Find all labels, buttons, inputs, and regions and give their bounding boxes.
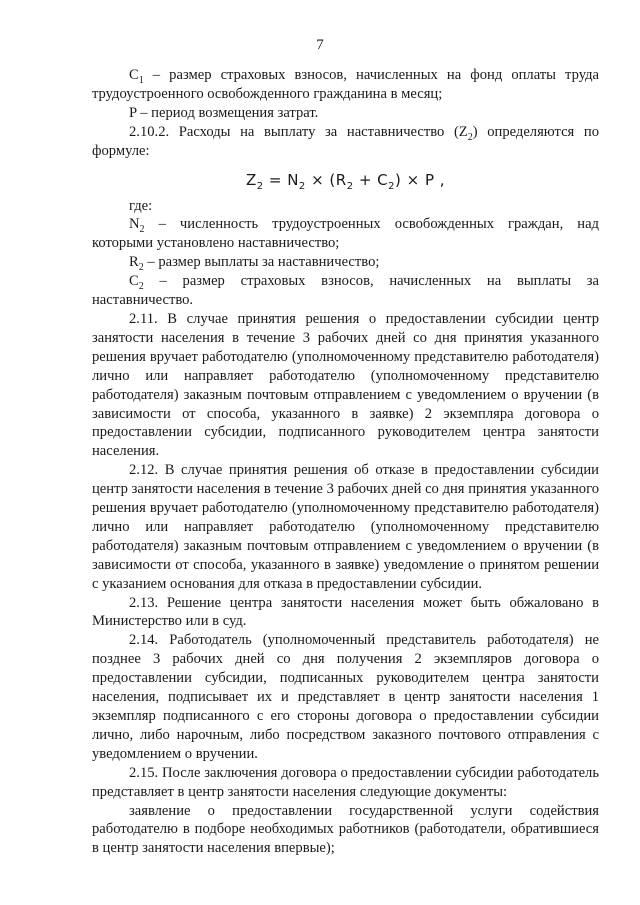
- paragraph-c1-definition: $C_1$ – размер страховых взносов, начисленных на фонд оплаты труда трудоустроенного освобожденного гражданина в месяц;: [92, 67, 599, 102]
- paragraph-where: где:: [129, 197, 153, 214]
- paragraph-r2-definition: $R_2$ – размер выплаты за наставничество;: [129, 254, 380, 274]
- paragraph-2-13: 2.13. Решение центра занятости населения может быть обжаловано в Министерство или в суд.: [92, 594, 599, 630]
- page-number: 7: [316, 37, 324, 53]
- paragraph-2-15: 2.15. После заключения договора о предоставлении субсидии работодатель представляет в центр занятости населения следующие документы:: [92, 764, 599, 800]
- paragraph-2-10-2: 2.10.2. Расходы на выплату за наставничество $(Z_2)$ определяются по формуле:: [92, 123, 599, 159]
- paragraph-p-definition: P – период возмещения затрат.: [129, 104, 319, 121]
- formula-z2: $Z_2 = N_2 \times (R_2 + C_2) \times P$ ,: [245, 170, 446, 192]
- paragraph-n2-definition: $N_2$ – численность трудоустроенных освобожденных граждан, над которыми установлено наставничество;: [92, 216, 599, 252]
- paragraph-2-14: 2.14. Работодатель (уполномоченный представитель работодателя) не позднее 3 рабочих дней со дня получения 2 экземпляров договора о предоставлении субсидии, подписанных руководителем центра занятости населения, подписывает их и представляет в центр занятости населения 1 экземпляр подписанного с его стороны договора о предоставлении субсидии лично, либо нарочным, либо посредством заказного почтового отправления с уведомлением о вручении.: [92, 632, 599, 762]
- paragraph-c2-definition: $C_2$ – размер страховых взносов, начисленных на выплаты за наставничество.: [92, 273, 599, 309]
- paragraph-2-12: 2.12. В случае принятия решения об отказе в предоставлении субсидии центр занятости населения в течение 3 рабочих дней со дня принятия указанного решения вручает работодателю (уполномоченному представителю работодателя) лично или направляет работодателю (уполномоченному представителю работодателя) заказным почтовым отправлением с уведомлением о вручении (в зависимости от способа, указанного в заявке) уведомление о принятом решении с указанием основания для отказа в предоставлении субсидии.: [92, 462, 599, 592]
- paragraph-application: заявление о предоставлении государственной услуги содействия работодателю в подборе необходимых работников (работодатели, обратившиеся в центр занятости населения впервые);: [92, 802, 599, 857]
- document-body: [92, 66, 599, 858]
- paragraph-2-11: 2.11. В случае принятия решения о предоставлении субсидии центр занятости населения в течение 3 рабочих дней со дня принятия указанного решения вручает работодателю (уполномоченному представителю работодателя) лично или направляет работодателю (уполномоченному представителю работодателя) заказным почтовым отправлением с уведомлением о вручении (в зависимости от способа, указанного в заявке) 2 экземпляра договора о предоставлении субсидии, подписанного руководителем центра занятости населения.: [92, 310, 599, 460]
